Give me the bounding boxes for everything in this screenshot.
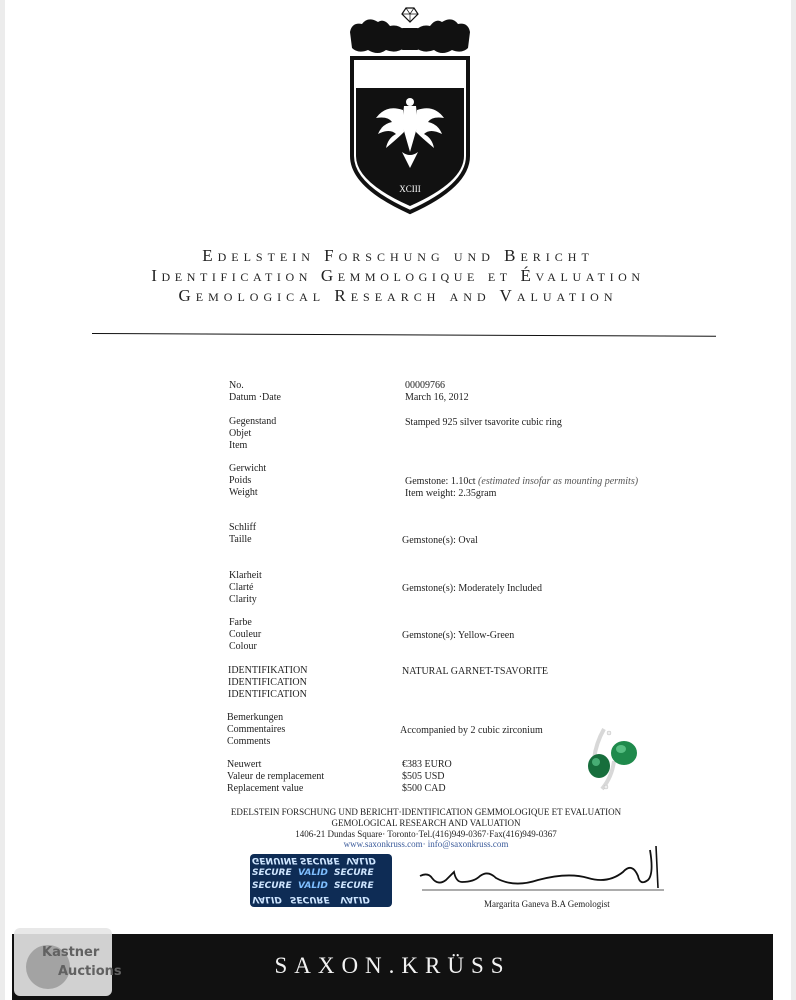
label-cut-fr: Taille [229,534,252,545]
watermark-line-2: Auctions [58,964,122,979]
hologram-word: SECURE [334,881,374,891]
hologram-word: SECURE [300,855,340,865]
label-item-fr: Objet [229,428,252,439]
label-identification-fr: IDENTIFICATION [228,677,307,688]
value-date: March 16, 2012 [405,392,469,403]
page-right-edge [791,0,796,1000]
value-cut: Gemstone(s): Oval [402,535,478,546]
hologram-word: VALID [340,894,370,904]
watermark-line-1: Kastner [42,945,100,960]
hologram-word: VALID [298,868,328,878]
value-identification: NATURAL GARNET-TSAVORITE [402,666,549,677]
label-identification-en: IDENTIFICATION [228,689,307,700]
hologram-word: SECURE [290,894,330,904]
label-comments-en: Comments [227,736,271,747]
brand-name: SAXON.KRÜSS [274,953,511,978]
signature [418,842,666,898]
label-weight-fr: Poids [229,475,252,486]
value-item-weight: Item weight: 2.35gram [405,488,497,499]
value-clarity: Gemstone(s): Moderately Included [402,583,542,594]
label-colour-fr: Couleur [229,629,262,640]
footer-links[interactable]: www.saxonkruss.com· info@saxonkruss.com [343,839,509,849]
hologram-word: GENUINE [252,855,298,865]
title-french: Identification Gemmologique et Évaluation [151,266,645,285]
label-item-de: Gegenstand [229,416,277,427]
crest-mantling-icon [350,19,470,53]
auction-watermark [14,928,122,996]
hologram-word: VALID [346,855,376,865]
value-colour: Gemstone(s): Yellow-Green [402,630,515,641]
value-item: Stamped 925 silver tsavorite cubic ring [405,417,562,428]
gemstone-icon [588,754,610,778]
label-clarity-de: Klarheit [229,570,262,581]
footer-tagline: GEMOLOGICAL RESEARCH AND VALUATION [331,818,521,828]
label-identification-de: IDENTIFIKATION [228,665,308,676]
hologram-word: VALID [252,894,282,904]
weight-note: (estimated insofar as mounting permits) [478,476,639,487]
label-clarity-en: Clarity [229,594,257,605]
label-number: No. [229,380,244,391]
label-comments-fr: Commentaires [227,724,286,735]
label-date: Datum ·Date [229,392,281,403]
label-replacement-de: Neuwert [227,759,262,770]
hologram-word: SECURE [252,881,292,891]
label-weight-de: Gerwicht [229,463,267,474]
label-replacement-fr: Valeur de remplacement [227,771,325,782]
title-german: Edelstein Forschung und Bericht [202,246,594,265]
title-english: Gemological Research and Valuation [178,286,618,305]
hologram-security-label [250,854,392,907]
crest-emblem [346,6,474,216]
value-replacement-eur: €383 EURO [402,759,452,770]
hologram-word: SECURE [334,868,374,878]
label-colour-de: Farbe [229,617,252,628]
label-clarity-fr: Clarté [229,582,254,593]
value-comments: Accompanied by 2 cubic zirconium [400,725,543,736]
page-left-edge [0,0,5,1000]
signatory-name: Margarita Ganeva B.A Gemologist [484,899,610,909]
value-gemstone-weight: Gemstone: 1.10ct (estimated insofar as mounting permits) [405,476,639,487]
label-weight-en: Weight [229,487,258,498]
ring-photo [568,725,650,795]
footer-address: 1406-21 Dundas Square· Toronto·Tel.(416)949-0367·Fax(416)949-0367 [295,829,557,839]
footer-company-line: EDELSTEIN FORSCHUNG UND BERICHT·IDENTIFICATION GEMMOLOGIQUE ET EVALUATION [230,807,622,817]
label-item-en: Item [229,440,248,451]
label-cut-de: Schliff [229,522,257,533]
value-replacement-cad: $500 CAD [402,783,446,794]
hologram-word: VALID [298,881,328,891]
hologram-word: SECURE [252,868,292,878]
value-replacement-usd: $505 USD [402,771,445,782]
label-colour-en: Colour [229,641,257,652]
label-replacement-en: Replacement value [227,783,304,794]
brand-bar [12,934,773,1000]
gemstone-icon [611,741,637,765]
value-number: 00009766 [405,380,445,391]
crest-numeral: XCIII [399,184,421,194]
title-divider [92,333,716,337]
label-comments-de: Bemerkungen [227,712,284,723]
